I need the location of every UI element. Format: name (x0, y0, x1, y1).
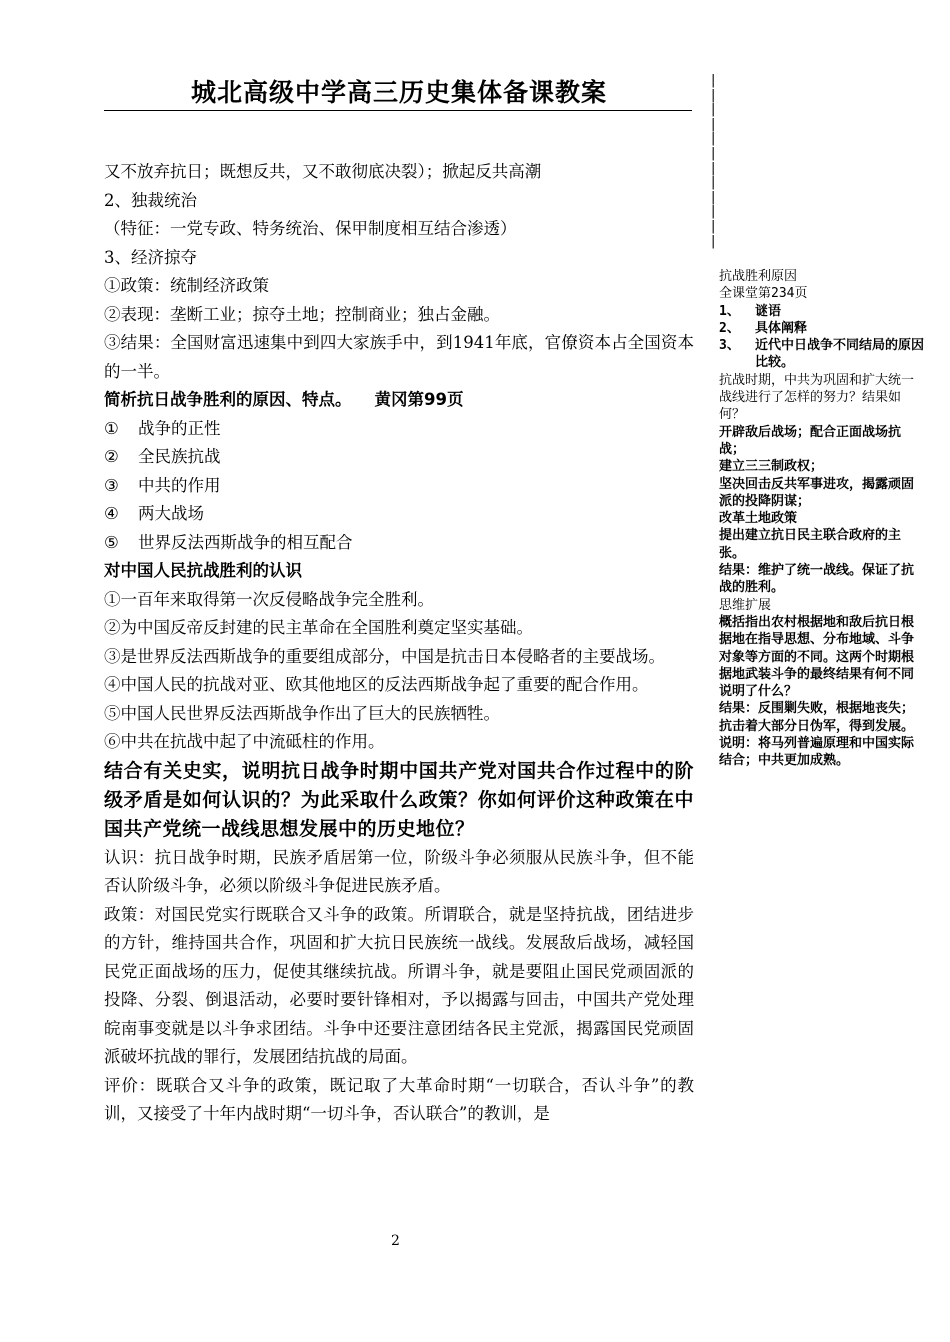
paragraph: ⑥中共在抗战中起了中流砥柱的作用。 (104, 732, 385, 751)
paragraph: ⑤中国人民世界反法西斯战争作出了巨大的民族牺牲。 (104, 703, 500, 723)
section-heading: 对中国人民抗战胜利的认识 (104, 561, 302, 580)
list-marker: ③ (104, 475, 119, 495)
note-bold: 提出建立抗日民主联合政府的主张。 (719, 528, 902, 561)
note-text: 思维扩展 (719, 597, 772, 613)
note-list-item (719, 337, 924, 372)
list-marker: 3、 (719, 338, 740, 354)
list-marker: ① (104, 418, 119, 438)
main-content (104, 158, 694, 1129)
list-text: 近代中日战争不同结局的原因比较。 (755, 338, 925, 371)
paragraph: 评价：既联合又斗争的政策，既记取了大革命时期“一切联合，否认斗争”的教训，又接受了十年内战时期“一切斗争，否认联合”的教训，是 (104, 1075, 694, 1123)
margin-notes (719, 268, 924, 770)
list-item (104, 472, 694, 501)
list-text: 全民族抗战 (138, 447, 221, 466)
paragraph: 政策：对国民党实行既联合又斗争的政策。所谓联合，就是坚持抗战，团结进步的方针，维持国共合作，巩固和扩大抗日民族统一战线。发展敌后战场，减轻国民党正面战场的压力，促使其继续抗战。所谓斗争，就是要阻止国民党顽固派的投降、分裂、倒退活动，必要时要针锋相对，予以揭露与回击，中国共产党处理皖南事变就是以斗争求团结。斗争中还要注意团结各民主党派，揭露国民党顽固派破坏抗战的罪行，发展团结抗战的局面。 (104, 904, 694, 1066)
note-list-item (719, 320, 924, 337)
note-bold: 开辟敌后战场；配合正面战场抗战； (719, 424, 902, 457)
paragraph: （特征：一党专政、特务统治、保甲制度相互结合渗透） (104, 219, 517, 238)
note-bold: 建立三三制政权； (719, 459, 824, 475)
paragraph: 3、经济掠夺 (104, 247, 197, 267)
note-bold: 坚决回击反共军事进攻，揭露顽固派的投降阴谋； (719, 476, 915, 509)
question-heading: 结合有关史实，说明抗日战争时期中国共产党对国共合作过程中的阶级矛盾是如何认识的？为此采取什么政策？你如何评价这种政策在中国共产党统一战线思想发展中的历史地位？ (104, 759, 694, 840)
section-heading: 简析抗日战争胜利的原因、特点。 黄冈第99页 (104, 390, 464, 409)
list-text: 谜语 (755, 303, 782, 319)
note-bold: 概括指出农村根据地和敌后抗日根据地在指导思想、分布地域、斗争对象等方面的不同。这两个时期根据地武装斗争的最终结果有何不同说明了什么？ (719, 614, 915, 700)
paragraph: 又不放弃抗日；既想反共，又不敢彻底决裂）；掀起反共高潮 (104, 162, 542, 181)
note-text: 抗战胜利原因 (719, 269, 798, 284)
list-item (104, 415, 694, 444)
list-marker: 2、 (719, 320, 740, 336)
paragraph: ②为中国反帝反封建的民主革命在全国胜利奠定坚实基础。 (104, 618, 533, 637)
list-marker: 1、 (719, 303, 740, 319)
note-bold: 改革土地政策 (719, 511, 798, 527)
paragraph: ③是世界反法西斯战争的重要组成部分，中国是抗击日本侵略者的主要战场。 (104, 646, 665, 666)
note-list-item (719, 303, 924, 320)
paragraph: ①政策：统制经济政策 (104, 276, 269, 295)
paragraph: ②表现：垄断工业；掠夺土地；控制商业；独占金融。 (104, 304, 500, 324)
list-item (104, 443, 694, 472)
note-bold: 说明：将马列普遍原理和中国实际结合；中共更加成熟。 (719, 736, 915, 769)
note-bold: 结果：反围剿失败，根据地丧失；抗击着大部分日伪军，得到发展。 (719, 701, 915, 734)
paragraph: 认识：抗日战争时期，民族矛盾居第一位，阶级斗争必须服从民族斗争，但不能否认阶级斗争，必须以阶级斗争促进民族矛盾。 (104, 847, 694, 895)
note-text: 全课堂第234页 (719, 286, 808, 302)
list-text: 具体阐释 (755, 320, 808, 336)
paragraph: ④中国人民的抗战对亚、欧其他地区的反法西斯战争起了重要的配合作用。 (104, 675, 649, 694)
list-text: 战争的正性 (138, 418, 221, 438)
list-marker: ④ (104, 504, 119, 523)
list-item (104, 500, 694, 529)
paragraph: 2、独裁统治 (104, 190, 197, 210)
list-marker: ⑤ (104, 532, 119, 552)
list-marker: ② (104, 447, 119, 466)
note-text: 抗战时期，中共为巩固和扩大统一战线进行了怎样的努力？结果如何？ (719, 372, 915, 423)
note-bold: 结果：维护了统一战线。保证了抗战的胜利。 (719, 563, 915, 596)
list-item (104, 529, 694, 558)
paragraph: ①一百年来取得第一次反侵略战争完全胜利。 (104, 589, 434, 609)
list-text: 世界反法西斯战争的相互配合 (138, 532, 353, 552)
page-title: 城北高级中学高三历史集体备课教案 (190, 78, 607, 107)
paragraph: ③结果：全国财富迅速集中到四大家族手中，到1941年底，官僚资本占全国资本的一半。 (104, 333, 694, 381)
page-number: 2 (391, 1233, 400, 1249)
reason-list (104, 415, 694, 558)
margin-divider: | | | | | | | | | | | | (711, 73, 716, 249)
title-underline (104, 110, 692, 111)
list-text: 两大战场 (138, 504, 204, 523)
list-text: 中共的作用 (138, 475, 221, 495)
